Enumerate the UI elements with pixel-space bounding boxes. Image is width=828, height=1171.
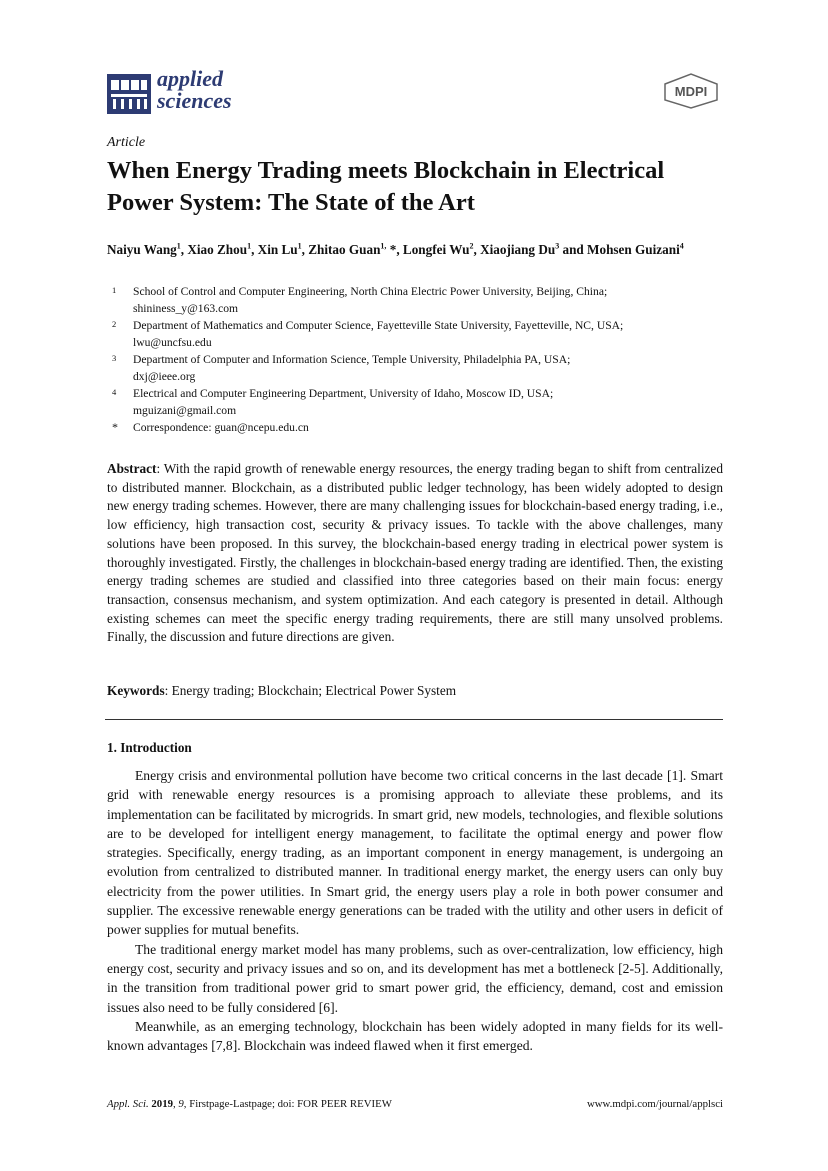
correspondence-marker: * — [112, 420, 118, 434]
footer-year: 2019 — [151, 1098, 173, 1110]
keywords-label: Keywords — [107, 683, 165, 698]
abstract-text: : With the rapid growth of renewable energy resources, the energy trading began to shift from centralized to distributed manner. Blockchain, as a distributed public ledger technology, has been widely adopted to design new energy trading schemes. However, there are many challenging issues for blockchain-based energy trading, i.e., low efficiency, high transaction cost, security & privacy issues. To tackle with the above challenges, many solutions have been proposed. In this survey, the blockchain-based energy trading in electrical power system is thoroughly investigated. Firstly, the challenges in blockchain-based energy trading are identified. Then, the existing energy trading schemes are studied and classified into three categories based on their main focus: energy transaction, consensus mechanism, and system optimization. And each category is presented in detail. Although existing schemes can meet the specific energy trading requirements, there are still many unsolved problems. Finally, the discussion and future directions are given. — [107, 461, 723, 645]
author: Zhitao Guan$^{1,}$ *, — [308, 242, 403, 258]
affiliation-text: Electrical and Computer Engineering Department, University of Idaho, Moscow ID, USA; — [133, 387, 554, 400]
journal-name — [157, 68, 232, 112]
affiliation-number: 4 — [112, 387, 117, 397]
correspondence — [112, 419, 727, 436]
paper-title: When Energy Trading meets Blockchain in Electrical Power System: The State of the Art — [107, 157, 665, 216]
publisher-logo — [661, 72, 721, 110]
publisher-name: MDPI — [674, 84, 708, 99]
affiliation-number: 3 — [112, 353, 117, 363]
section-divider — [105, 719, 723, 720]
author: Longfei Wu$^2$, — [402, 242, 481, 258]
author: Naiyu Wang$^1$, — [107, 242, 188, 258]
affiliation-email: dxj@ieee.org — [133, 370, 196, 383]
body-text — [107, 766, 723, 1055]
footer-journal: Appl. Sci. — [107, 1098, 149, 1110]
footer-volume: 9 — [178, 1098, 184, 1110]
abstract-label: Abstract — [107, 461, 157, 476]
author: Xin Lu$^1$, — [257, 242, 309, 258]
paragraph: Meanwhile, as an emerging technology, blockchain has been widely adopted in many fields for its well-known advantages [7,8]. Blockchain was indeed flawed when it first emerged. — [107, 1018, 723, 1054]
paragraph: Energy crisis and environmental pollution have become two critical concerns in the last decade [1]. Smart grid with renewable energy resources is a promising approach to alleviate these problems, and its implementation can be facilitated by microgrids. In smart grid, new models, technologies, and flexible solutions are to be developed for intelligent energy management, to facilitate the optimal energy and power flow strategies. Specifically, energy trading, as an important component in energy management, is undergoing an evolution from centralized to distributed manner. In traditional energy market, the energy users can only buy electricity from the power utilities. In Smart grid, the energy users play a role in both power consumer and supplier. The excessive renewable energy generations can be traded with the utility and other users in deficit of power supplies for mutual benefits. — [107, 768, 723, 938]
correspondence-text: Correspondence: guan@ncepu.edu.cn — [133, 421, 309, 434]
footer-url[interactable]: www.mdpi.com/journal/applsci — [586, 1098, 723, 1110]
affiliation-item — [112, 317, 727, 351]
affiliation-email: shininess_y@163.com — [133, 302, 239, 315]
publisher-logo-icon — [661, 72, 721, 110]
author: Xiaojiang Du$^3$ and — [480, 242, 588, 258]
affiliation-text: School of Control and Computer Engineering, North China Electric Power University, Beijing, China; — [133, 285, 608, 298]
affiliation-list — [112, 283, 727, 436]
affiliation-text: Department of Computer and Information Science, Temple University, Philadelphia PA, USA; — [133, 353, 571, 366]
footer-rest: , Firstpage-Lastpage; doi: FOR PEER REVIEW — [183, 1098, 392, 1110]
keywords — [107, 683, 723, 699]
article-type: Article — [107, 135, 146, 150]
journal-emblem-icon — [107, 74, 151, 114]
journal-logo — [107, 66, 257, 120]
affiliation-number: 1 — [112, 285, 117, 295]
author: Xiao Zhou$^1$, — [187, 242, 258, 258]
affiliation-text: Department of Mathematics and Computer Science, Fayetteville State University, Fayetteville, NC, USA; — [133, 319, 624, 332]
footer-citation: Appl. Sci. 2019, 9, Firstpage-Lastpage; doi: FOR PEER REVIEW — [107, 1098, 392, 1110]
abstract — [107, 460, 723, 647]
affiliation-email: mguizani@gmail.com — [133, 404, 237, 417]
paragraph: The traditional energy market model has many problems, such as over-centralization, low efficiency, high energy cost, security and privacy issues and so on, and its development has met a bottleneck [2-5]. Additionally, in the transition from traditional power grid to smart power grid, the efficiency, demand, cost and emission issues also need to be fully considered [6]. — [107, 941, 723, 1015]
author: Mohsen Guizani$^4$ — [587, 242, 684, 258]
author-list — [107, 237, 727, 259]
journal-name-line2: sciences — [157, 88, 232, 113]
affiliation-item — [112, 283, 727, 317]
journal-name-line1: applied — [157, 66, 223, 91]
affiliation-item — [112, 351, 727, 385]
affiliation-email: lwu@uncfsu.edu — [133, 336, 212, 349]
affiliation-item — [112, 385, 727, 419]
affiliation-number: 2 — [112, 319, 117, 329]
section-heading: 1. Introduction — [107, 740, 192, 755]
keywords-text: : Energy trading; Blockchain; Electrical Power System — [164, 683, 457, 698]
